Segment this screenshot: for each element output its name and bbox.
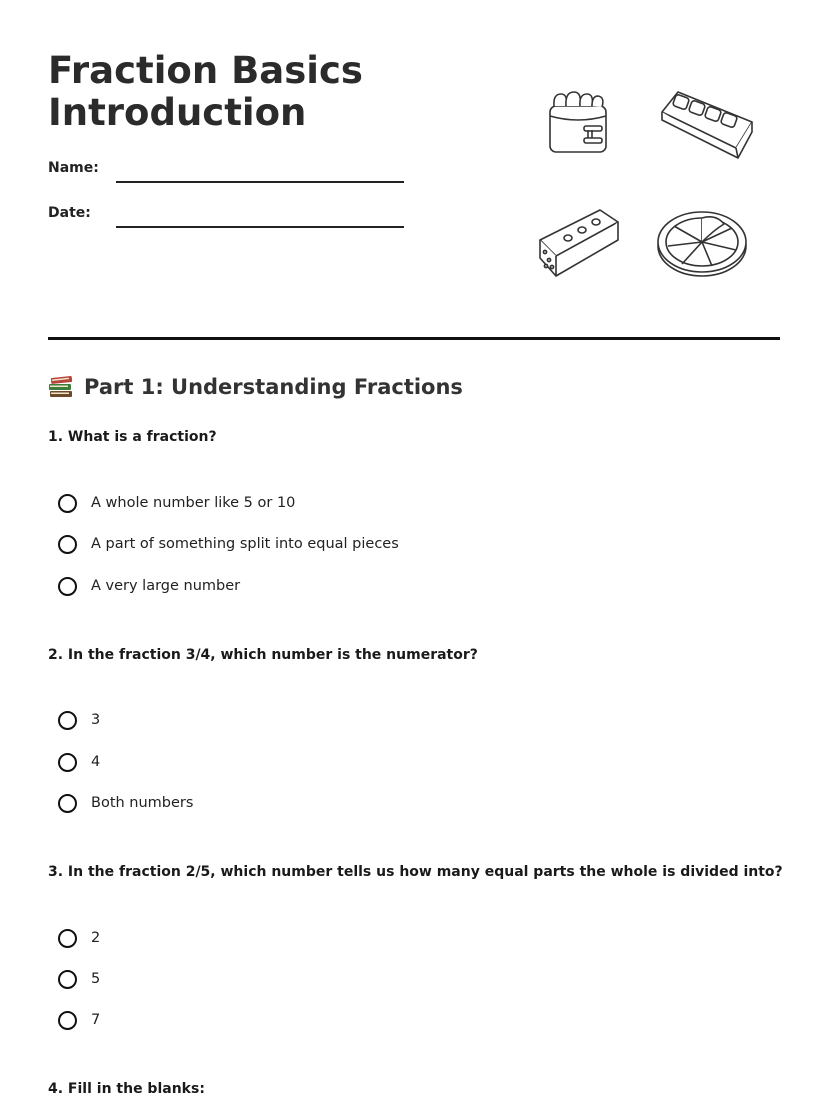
name-label: Name: xyxy=(48,160,99,176)
section-title xyxy=(48,375,463,399)
question-1-option-1[interactable] xyxy=(58,490,295,516)
radio-button[interactable] xyxy=(58,929,77,948)
option-label: 4 xyxy=(91,754,101,770)
date-label: Date: xyxy=(48,205,91,221)
title-line-2: Introduction xyxy=(48,91,307,134)
question-4: 4. Fill in the blanks: xyxy=(48,1081,205,1097)
question-3-option-2[interactable] xyxy=(58,966,100,992)
option-label: Both numbers xyxy=(91,795,194,811)
section-title-text: Part 1: Understanding Fractions xyxy=(84,375,463,399)
question-2: 2. In the fraction 3/4, which number is the numerator? xyxy=(48,647,478,663)
option-label: 2 xyxy=(91,930,101,946)
radio-button[interactable] xyxy=(58,753,77,772)
radio-button[interactable] xyxy=(58,711,77,730)
radio-button[interactable] xyxy=(58,577,77,596)
cheese-block-icon xyxy=(534,204,624,279)
option-label: A part of something split into equal pieces xyxy=(91,536,399,552)
option-label: 3 xyxy=(91,712,101,728)
question-1-option-3[interactable] xyxy=(58,573,240,599)
pie-icon xyxy=(654,206,750,282)
radio-button[interactable] xyxy=(58,494,77,513)
date-field[interactable] xyxy=(116,226,404,228)
title-line-1: Fraction Basics xyxy=(48,49,363,92)
question-1: 1. What is a fraction? xyxy=(48,429,217,445)
question-1-option-2[interactable] xyxy=(58,531,399,557)
option-label: 5 xyxy=(91,971,101,987)
question-3: 3. In the fraction 2/5, which number tells us how many equal parts the whole is divided into? xyxy=(48,864,783,880)
question-3-option-1[interactable] xyxy=(58,925,100,951)
books-icon xyxy=(48,375,74,399)
question-2-option-2[interactable] xyxy=(58,749,100,775)
chocolate-bar-icon xyxy=(656,86,756,161)
page-title xyxy=(48,50,488,134)
radio-button[interactable] xyxy=(58,1011,77,1030)
question-2-option-3[interactable] xyxy=(58,790,193,816)
radio-button[interactable] xyxy=(58,794,77,813)
question-2-option-1[interactable] xyxy=(58,707,100,733)
cake-icon xyxy=(544,86,614,158)
option-label: 7 xyxy=(91,1012,101,1028)
section-divider xyxy=(48,337,780,340)
radio-button[interactable] xyxy=(58,535,77,554)
name-field[interactable] xyxy=(116,181,404,183)
option-label: A very large number xyxy=(91,578,241,594)
radio-button[interactable] xyxy=(58,970,77,989)
option-label: A whole number like 5 or 10 xyxy=(91,495,296,511)
question-3-option-3[interactable] xyxy=(58,1007,100,1033)
food-illustrations xyxy=(530,80,760,290)
